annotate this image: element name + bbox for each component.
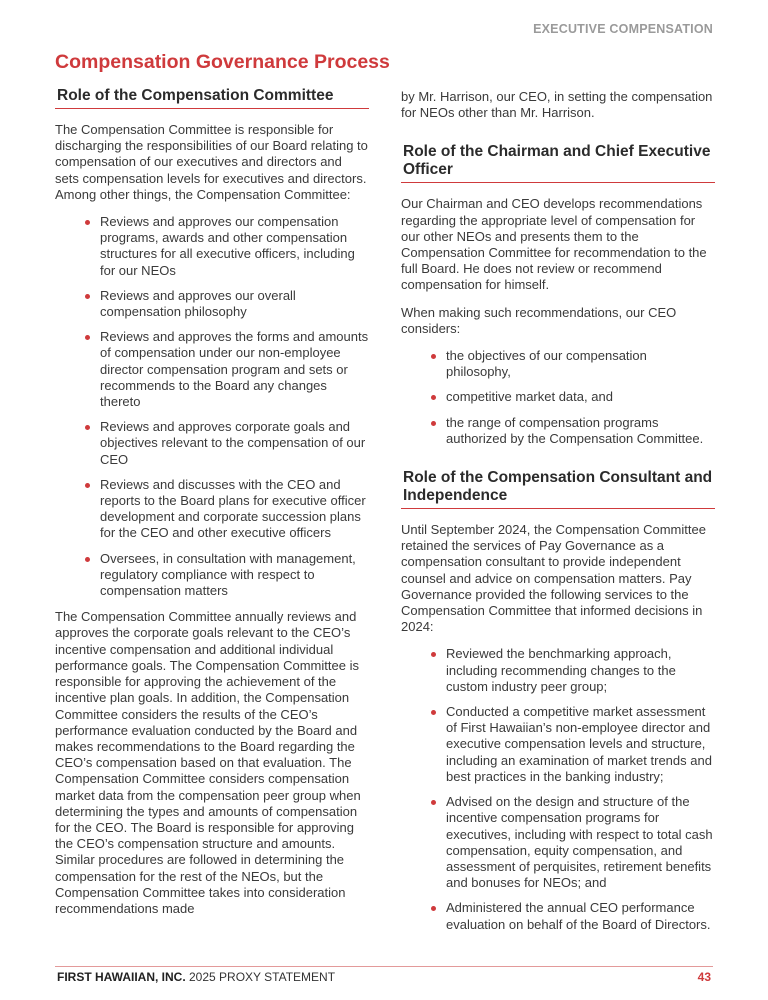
committee-bullets — [55, 214, 369, 599]
list-item: Reviews and approves corporate goals and objectives relevant to the compensation of our CEO — [100, 419, 369, 468]
footer-text — [57, 970, 335, 984]
footer-company: FIRST HAWAIIAN, INC. — [57, 970, 186, 984]
list-item: Reviewed the benchmarking approach, including recommending changes to the custom industry peer group; — [446, 646, 715, 695]
section-header: EXECUTIVE COMPENSATION — [533, 22, 713, 36]
list-item: Reviews and approves the forms and amounts of compensation under our non-employee director compensation program and sets or recommends to the Board any changes thereto — [100, 329, 369, 410]
closing-paragraph: The Compensation Committee annually reviews and approves the corporate goals relevant to the CEO’s incentive compensation and additional individual performance goals. The Compensation Committee is responsible for approving the achievement of the incentive plan goals. In addition, the Compensation Committee considers the results of the CEO’s performance evaluation conducted by the Board and makes recommendations to the Board regarding the CEO’s compensation based on that evaluation. The Compensation Committee considers compensation market data from the compensation peer group when determining the types and amounts of compensation for the CEO. The Board is responsible for approving the CEO’s compensation structure and amounts. Similar procedures are followed in determining the compensation for the rest of the NEOs, but the Compensation Committee takes into consideration recommendations made — [55, 609, 361, 916]
list-item: the range of compensation programs authorized by the Compensation Committee. — [446, 415, 715, 447]
footer-divider — [55, 966, 713, 967]
list-item: Advised on the design and structure of the incentive compensation programs for executives, including with respect to total cash compensation, equity compensation, and assessment of perquisites, retirement benefits and bonuses for NEOs; and — [446, 794, 715, 891]
heading-compensation-committee: Role of the Compensation Committee — [55, 87, 369, 109]
list-item: Reviews and discusses with the CEO and reports to the Board plans for executive officer development and corporate succession plans for the CEO and other executive officers — [100, 477, 369, 542]
consultant-paragraph: Until September 2024, the Compensation Committee retained the services of Pay Governance as a compensation consultant to provide independent counsel and advice on compensation matters. Pay Governance provided the following services to the Compensation Committee that informed decisions in 2024: — [401, 522, 706, 635]
heading-chairman-ceo: Role of the Chairman and Chief Executive Officer — [401, 143, 715, 183]
left-column — [55, 87, 369, 928]
page-title: Compensation Governance Process — [55, 51, 390, 73]
ceo-bullets — [401, 348, 715, 447]
consultant-bullets — [401, 646, 715, 932]
ceo-paragraph: Our Chairman and CEO develops recommendations regarding the appropriate level of compensation for our other NEOs and presents them to the Compensation Committee for recommendation to the full Board. He does not review or recommend compensation for himself. — [401, 196, 707, 293]
list-item: Oversees, in consultation with management, regulatory compliance with respect to compensation matters — [100, 551, 369, 600]
list-item: Conducted a competitive market assessment of First Hawaiian’s non-employee director and executive compensation levels and structure, including an examination of market trends and best practices in the banking industry; — [446, 704, 715, 785]
continuation-paragraph: by Mr. Harrison, our CEO, in setting the compensation for NEOs other than Mr. Harrison. — [401, 89, 713, 121]
list-item: Administered the annual CEO performance evaluation on behalf of the Board of Directors. — [446, 900, 715, 932]
heading-consultant: Role of the Compensation Consultant and Independence — [401, 469, 715, 509]
list-item: Reviews and approves our compensation programs, awards and other compensation structures for all executive officers, including for our NEOs — [100, 214, 369, 279]
footer-doc: 2025 PROXY STATEMENT — [185, 970, 336, 984]
list-item: competitive market data, and — [446, 389, 715, 405]
list-item: the objectives of our compensation philosophy, — [446, 348, 715, 380]
intro-paragraph: The Compensation Committee is responsible for discharging the responsibilities of our Board relating to compensation of our executives and directors and sets compensation levels for executives and directors. Among other things, the Compensation Committee: — [55, 122, 368, 202]
right-column — [401, 89, 715, 943]
list-item: Reviews and approves our overall compensation philosophy — [100, 288, 369, 320]
ceo-considers-paragraph: When making such recommendations, our CEO considers: — [401, 304, 677, 336]
page-number: 43 — [697, 970, 711, 984]
